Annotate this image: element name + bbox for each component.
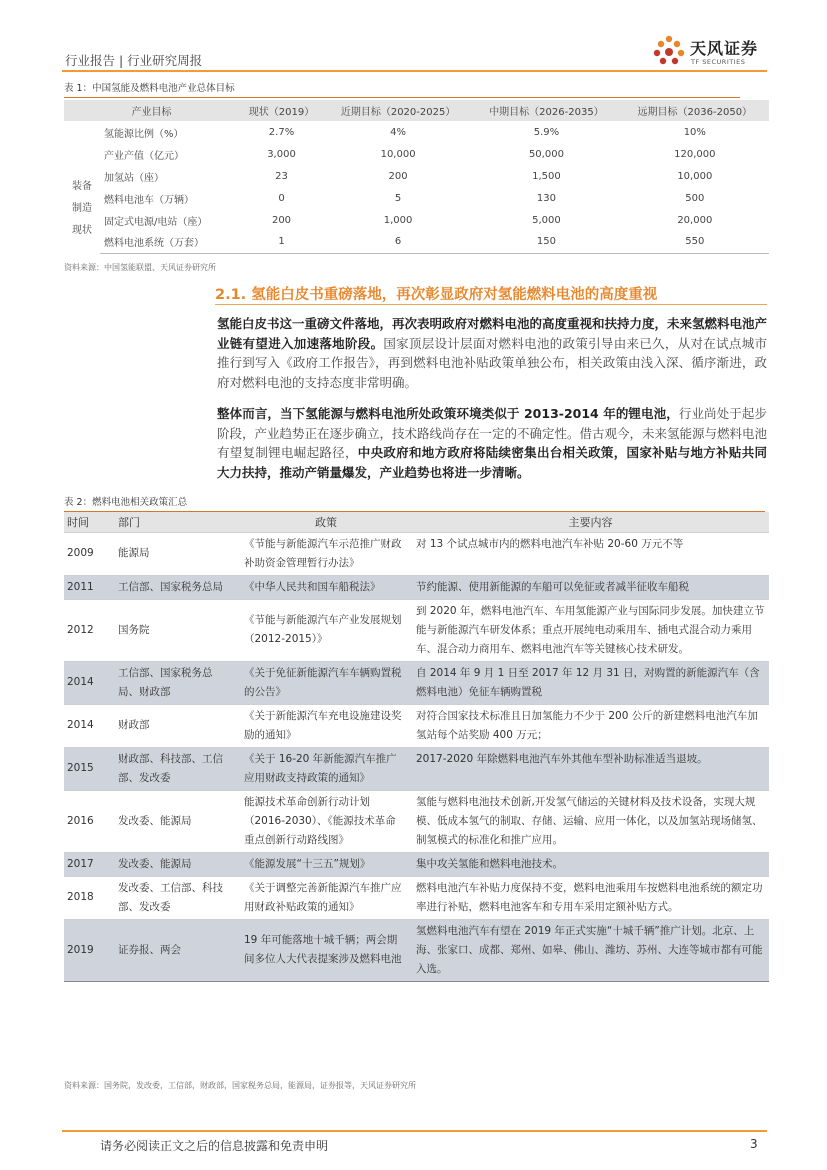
cell: 固定式电源/电站（座） <box>104 216 208 228</box>
cell-policy: 19 年可能落地十城千辆；两会期间多位人大代表提案涉及燃料电池 <box>240 919 412 981</box>
cell-policy: 《节能与新能源汽车示范推广财政补助资金管理暂行办法》 <box>240 532 412 575</box>
cell: 0 <box>278 192 285 204</box>
cell: 加氢站（座） <box>104 172 164 184</box>
cell-content: 燃料电池汽车补贴力度保持不变，燃料电池乘用车按燃料电池系统的额定功率进行补贴，燃料电池客车和专用车采用定额补贴方式。 <box>412 876 769 919</box>
cell: 10,000 <box>380 148 416 160</box>
page-number: 3 <box>750 1137 758 1151</box>
cell: 产业产值（亿元） <box>104 150 184 162</box>
cell: 200 <box>271 214 292 226</box>
cell: 550 <box>621 231 769 253</box>
para2-bold-lead: 整体而言，当下氢能源与燃料电池所处政策环境类似于 2013-2014 年的锂电池， <box>217 406 679 421</box>
cell-policy: 《中华人民共和国车船税法》 <box>240 575 412 599</box>
cell: 150 <box>472 231 620 253</box>
table-row <box>64 143 769 165</box>
para1-text: 国家顶层设计层面对燃料电池的政策引导由来已久，从对在试点城市推行到写入《政府工作报告》，再到燃料电池补贴政策单独公布，相关政策由浅入深、循序渐进，政府对燃料电池的支持态度非常明确。 <box>217 335 767 390</box>
logo-cn: 天风证券 <box>690 39 759 58</box>
table-row <box>64 919 769 981</box>
t2-col-content: 主要内容 <box>412 512 769 532</box>
cell-policy: 《关于 16-20 年新能源汽车推广应用财政支持政策的通知》 <box>240 747 412 790</box>
cell-dept: 工信部、国家税务总局、财政部 <box>112 661 240 704</box>
t1-col-near: 近期目标（2020-2025） <box>324 100 472 121</box>
cell-content: 氢燃料电池汽车有望在 2019 年正式实施“十城千辆”推广计划。北京、上海、张家口、成都、郑州、如皋、佛山、潍坊、苏州、大连等城市都有可能入选。 <box>412 919 769 981</box>
cell-content: 2017-2020 年除燃料电池汽车外其他车型补助标准适当退坡。 <box>412 747 769 790</box>
para2-text: 行业尚处于起步阶段，产业趋势正在逐步确立，技术路线尚存在一定的不确定性。借古观今，未来氢能源与燃料电池有望复制锂电崛起路径， <box>217 406 768 460</box>
table1-source: 资料来源：中国氢能联盟、天风证券研究所 <box>64 263 216 272</box>
table1-title: 表 1：中国氢能及燃料电池产业总体目标 <box>64 80 235 94</box>
table2-source: 资料来源：国务院，发改委，工信部，财政部，国家税务总局，能源局，证券报等，天风证券研究所 <box>64 1081 416 1090</box>
paragraph-2 <box>217 404 767 482</box>
cell-content: 氢能与燃料电池技术创新,开发氢气储运的关键材料及技术设备，实现大规模、低成本氢气的制取、存储、运输、应用一体化，以及加氢站现场储氢、制氢模式的标准化和推广应用。 <box>412 790 769 852</box>
cell-dept: 工信部、国家税务总局 <box>112 575 240 599</box>
cell-policy: 《能源发展“十三五”规划》 <box>240 852 412 876</box>
cell: 130 <box>536 192 556 204</box>
para1-bold: 氢能白皮书这一重磅文件落地，再次表明政府对燃料电池的高度重视和扶持力度，未来氢燃料电池产业链有望进入加速落地阶段。 <box>217 316 768 351</box>
table-row <box>64 575 769 599</box>
cell-year: 2018 <box>64 876 112 919</box>
logo-en: TF SECURITIES <box>691 58 746 66</box>
cell-policy: 《关于新能源汽车充电设施建设奖励的通知》 <box>240 704 412 747</box>
table-row <box>64 532 769 575</box>
cell-dept: 能源局 <box>112 532 240 575</box>
cell-content: 到 2020 年，燃料电池汽车、车用氢能源产业与国际同步发展。加快建立节能与新能源汽车研发体系；重点开展纯电动乘用车、插电式混合动力乘用车、混合动力商用车、燃料电池汽车等关键核心技术研发。 <box>412 599 769 661</box>
cell-content: 集中攻关氢能和燃料电池技术。 <box>412 852 769 876</box>
cell: 10% <box>683 126 706 138</box>
t1-col-target: 产业目标 <box>64 100 239 121</box>
cell-content: 节约能源、使用新能源的车船可以免征或者减半征收车船税 <box>412 575 769 599</box>
cell-dept: 国务院 <box>112 599 240 661</box>
cell-year: 2012 <box>64 599 112 661</box>
table-row <box>64 876 769 919</box>
cell-year: 2011 <box>64 575 112 599</box>
cell: 20,000 <box>677 214 713 226</box>
cell-policy: 《关于免征新能源汽车车辆购置税的公告》 <box>240 661 412 704</box>
table-row <box>64 121 769 143</box>
cell-dept: 发改委、工信部、科技部、发改委 <box>112 876 240 919</box>
section-rule <box>215 304 767 305</box>
cell: 1 <box>239 231 324 253</box>
cell: 10,000 <box>677 170 713 182</box>
cell-dept: 财政部 <box>112 704 240 747</box>
t2-col-policy: 政策 <box>240 512 412 532</box>
industry-target-table <box>64 100 769 254</box>
cell: 2.7% <box>268 126 295 138</box>
t2-col-year: 时间 <box>64 512 112 532</box>
group-label-line: 装备 <box>72 181 92 192</box>
cell: 5,000 <box>532 214 561 226</box>
footer-rule <box>62 1130 767 1132</box>
t2-col-dept: 部门 <box>112 512 240 532</box>
table-row <box>64 661 769 704</box>
footer-disclaimer: 请务必阅读正文之后的信息披露和免责申明 <box>100 1139 329 1153</box>
breadcrumb: 行业报告 | 行业研究周报 <box>65 53 203 68</box>
cell-policy: 《关于调整完善新能源汽车推广应用财政补贴政策的通知》 <box>240 876 412 919</box>
table-row <box>64 852 769 876</box>
cell: 200 <box>388 170 408 182</box>
cell-policy: 《节能与新能源汽车产业发展规划（2012-2015）》 <box>240 599 412 661</box>
cell-policy: 能源技术革命创新行动计划（2016-2030）、《能源技术革命重点创新行动路线图》 <box>240 790 412 852</box>
policy-summary-table <box>64 512 769 982</box>
paragraph-1 <box>217 314 767 392</box>
group-label <box>64 165 100 253</box>
tf-securities-logo <box>650 34 770 74</box>
cell-content: 自 2014 年 9 月 1 日至 2017 年 12 月 31 日，对购置的新能源汽车（含燃料电池）免征车辆购置税 <box>412 661 769 704</box>
cell-dept: 发改委、能源局 <box>112 852 240 876</box>
cell-content: 对 13 个试点城市内的燃料电池汽车补贴 20-60 万元不等 <box>412 532 769 575</box>
para2-bold-tail: 中央政府和地方政府将陆续密集出台相关政策，国家补贴与地方补贴共同大力扶持，推动产销量爆发，产业趋势也将进一步清晰。 <box>217 445 767 480</box>
group-label-line: 现状 <box>72 225 92 236</box>
cell-year: 2016 <box>64 790 112 852</box>
cell: 500 <box>685 192 705 204</box>
cell-year: 2009 <box>64 532 112 575</box>
group-label-line: 制造 <box>72 203 92 214</box>
logo-mark-icon <box>652 34 688 70</box>
cell: 5 <box>394 192 402 204</box>
table-row <box>64 599 769 661</box>
cell: 5.9% <box>533 126 560 138</box>
cell-dept: 财政部、科技部、工信部、发改委 <box>112 747 240 790</box>
cell: 1,500 <box>532 170 561 182</box>
cell-dept: 证券报、两会 <box>112 919 240 981</box>
cell-year: 2017 <box>64 852 112 876</box>
cell: 120,000 <box>674 148 716 160</box>
cell: 23 <box>275 170 288 182</box>
section-heading: 2.1. 氢能白皮书重磅落地，再次彰显政府对氢能燃料电池的高度重视 <box>215 287 658 303</box>
t1-col-far: 远期目标（2036-2050） <box>621 100 769 121</box>
cell: 3,000 <box>267 148 296 160</box>
table-row <box>64 187 769 209</box>
cell-year: 2014 <box>64 704 112 747</box>
cell: 6 <box>324 231 472 253</box>
cell: 4% <box>390 126 407 138</box>
cell-year: 2015 <box>64 747 112 790</box>
table-row <box>64 165 769 187</box>
cell: 1,000 <box>383 214 413 226</box>
table-row <box>64 209 769 231</box>
cell: 氢能源比例（%） <box>104 128 184 140</box>
table-row <box>64 747 769 790</box>
table-row <box>64 704 769 747</box>
cell-dept: 发改委、能源局 <box>112 790 240 852</box>
table-row <box>64 231 769 253</box>
table-row <box>64 790 769 852</box>
t1-col-mid: 中期目标（2026-2035） <box>472 100 620 121</box>
cell-content: 对符合国家技术标准且日加氢能力不少于 200 公斤的新建燃料电池汽车加氢站每个站奖励 400 万元； <box>412 704 769 747</box>
table2-title: 表 2：燃料电池相关政策汇总 <box>64 494 187 508</box>
t1-col-2019: 现状（2019） <box>239 100 324 121</box>
cell-year: 2014 <box>64 661 112 704</box>
cell: 50,000 <box>528 148 564 160</box>
cell: 燃料电池系统（万套） <box>100 231 239 253</box>
cell-year: 2019 <box>64 919 112 981</box>
cell: 燃料电池车（万辆） <box>104 194 194 206</box>
